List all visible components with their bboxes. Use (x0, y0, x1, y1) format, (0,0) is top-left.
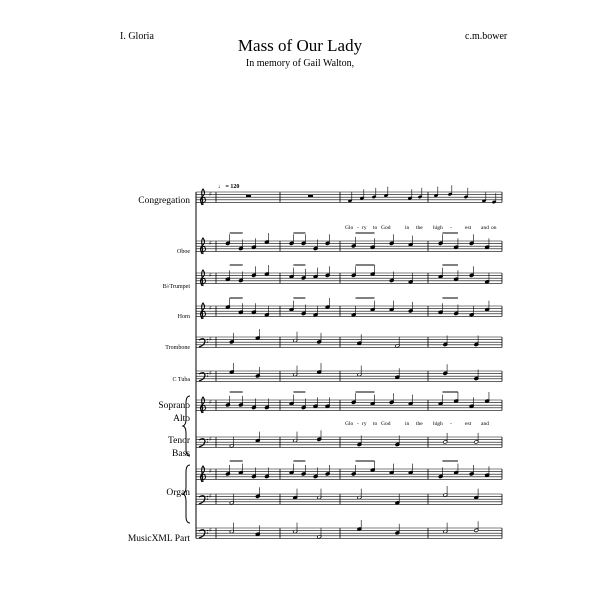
staff-label-trombone: Trombone (165, 345, 190, 351)
staff-label-oboe: Oboe (177, 249, 190, 255)
staff-label-horn: Horn (177, 314, 190, 320)
lyric-syllable: God (381, 421, 391, 427)
bass-clef-icon (199, 496, 205, 504)
bass-clef-icon (207, 339, 208, 340)
lyric-syllable: ry (362, 225, 367, 231)
lyric-syllable: - (357, 421, 359, 427)
lyric-syllable: est (465, 421, 472, 427)
sharp-icon: ♯ (209, 336, 212, 343)
bass-clef-icon (207, 439, 208, 440)
lyric-syllable: God (381, 225, 391, 231)
bass-clef-icon (199, 439, 205, 447)
lyric-syllable: the (416, 421, 423, 427)
lyric-syllable: to (373, 225, 378, 231)
lyric-syllable: - (357, 225, 359, 231)
staff-label-congregation: Congregation (138, 196, 190, 206)
staff-label-alto: Alto (173, 414, 190, 424)
lyric-syllable: in (405, 225, 410, 231)
lyric-syllable: and (481, 421, 489, 427)
bass-clef-icon (199, 339, 205, 347)
lyric-syllable: ry (362, 421, 367, 427)
bass-clef-icon (207, 376, 208, 377)
tempo-marking: ♩ = 120 (218, 184, 240, 190)
sharp-icon: ♯ (209, 191, 212, 198)
sharp-icon: ♯ (209, 468, 212, 475)
lyric-syllable: on (491, 225, 497, 231)
bass-clef-icon (207, 342, 208, 343)
staff-label-tenor: Tenor (167, 436, 190, 446)
lyric-syllable: - (450, 421, 452, 427)
page-title: Mass of Our Lady (237, 36, 363, 55)
staff-label-organ: Organ (166, 488, 190, 498)
composer-name: c.m.bower (465, 31, 508, 42)
sharp-icon: ♯ (209, 399, 212, 406)
sharp-icon: ♯ (209, 240, 212, 247)
bass-clef-icon (199, 373, 205, 381)
lyric-syllable: est (465, 225, 472, 231)
staff-label-musicxml-part: MusicXML Part (127, 534, 190, 544)
choir-brace (183, 396, 190, 456)
sharp-icon: ♯ (209, 527, 212, 534)
sharp-icon: ♯ (209, 305, 212, 312)
lyric-syllable: high (433, 421, 443, 427)
staff-label-bass: Bass (172, 449, 190, 459)
sharp-icon: ♯ (209, 493, 212, 500)
bass-clef-icon (207, 373, 208, 374)
staff-label-tuba: C Tuba (172, 377, 190, 383)
lyric-syllable: to (373, 421, 378, 427)
lyric-syllable: - (450, 225, 452, 231)
dedication-subtitle: In memory of Gail Walton, (245, 58, 355, 69)
bass-clef-icon (207, 496, 208, 497)
bass-clef-icon (199, 530, 205, 538)
sharp-icon: ♯ (209, 436, 212, 443)
lyric-syllable: Glo (345, 421, 354, 427)
whole-rest (308, 195, 313, 197)
bass-clef-icon (207, 499, 208, 500)
whole-rest (246, 195, 251, 197)
lyric-syllable: Glo (345, 225, 354, 231)
lyric-syllable: and (481, 225, 489, 231)
bass-clef-icon (207, 530, 208, 531)
lyric-syllable: in (405, 421, 410, 427)
movement-title: I. Gloria (120, 31, 154, 42)
staff-label-soprano: Soprano (158, 401, 190, 411)
lyric-syllable: the (416, 225, 423, 231)
sharp-icon: ♯ (209, 370, 212, 377)
sharp-icon: ♯ (209, 272, 212, 279)
bass-clef-icon (207, 442, 208, 443)
bass-clef-icon (207, 533, 208, 534)
lyric-syllable: high (433, 225, 443, 231)
staff-label-trumpet: B♭Trumpet (162, 284, 190, 290)
organ-brace (183, 465, 190, 523)
